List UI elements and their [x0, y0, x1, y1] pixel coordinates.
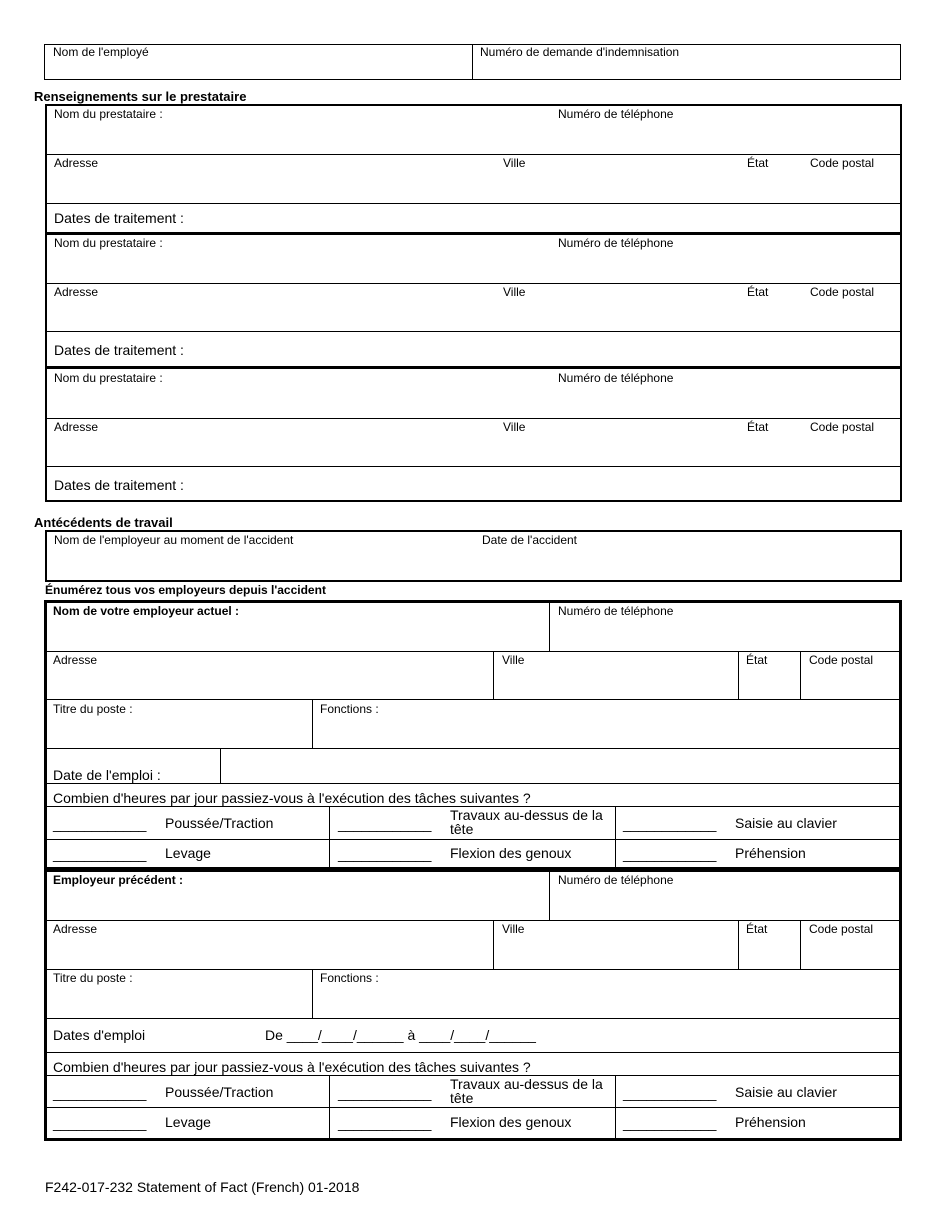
previous-hours-question: Combien d'heures par jour passiez-vous à l'exécution des tâches suivantes ?	[53, 1059, 531, 1075]
current-task-grasping: Préhension	[735, 845, 806, 861]
previous-task-grasping: Préhension	[735, 1114, 806, 1130]
previous-employment-dates-label: Dates d'emploi	[53, 1027, 146, 1043]
provider-1-postal-label: Code postal	[810, 156, 875, 170]
provider-1-state-label: État	[747, 156, 769, 170]
list-employers-label: Énumérez tous vos employeurs depuis l'accident	[45, 583, 326, 597]
work-history-title: Antécédents de travail	[34, 515, 173, 530]
current-blank-keyboard[interactable]: ____________	[623, 816, 717, 832]
current-duties-divider	[312, 699, 313, 748]
previous-line-4	[46, 1052, 900, 1053]
provider-3-phone-label: Numéro de téléphone	[558, 371, 674, 385]
provider-1-dates-label: Dates de traitement :	[54, 210, 184, 226]
previous-postal-label: Code postal	[809, 922, 874, 936]
employer-at-accident-label: Nom de l'employeur au moment de l'accident	[54, 533, 294, 547]
provider-3-line-a	[46, 418, 901, 419]
provider-3-state-label: État	[747, 420, 769, 434]
provider-1-address-label: Adresse	[54, 156, 99, 170]
current-city-divider	[493, 651, 494, 699]
form-id-footer: F242-017-232 Statement of Fact (French) 01-2018	[45, 1179, 360, 1195]
current-blank-overhead[interactable]: ____________	[338, 816, 432, 832]
previous-task-keyboard: Saisie au clavier	[735, 1084, 837, 1100]
current-city-label: Ville	[502, 653, 525, 667]
previous-employer-name-label: Employeur précédent :	[53, 873, 184, 887]
current-line-6	[46, 839, 900, 840]
previous-name-divider	[549, 872, 550, 920]
provider-3-postal-label: Code postal	[810, 420, 875, 434]
current-line-4	[46, 783, 900, 784]
provider-1-line-a	[46, 154, 901, 155]
current-employer-phone-label: Numéro de téléphone	[558, 604, 674, 618]
provider-1-phone-label: Numéro de téléphone	[558, 107, 674, 121]
previous-duties-divider	[312, 969, 313, 1018]
employee-name-label: Nom de l'employé	[53, 45, 149, 59]
current-employer-name-label: Nom de votre employeur actuel :	[53, 604, 240, 618]
current-postal-divider	[800, 651, 801, 699]
previous-task-overhead: Travaux au-dessus de la tête	[450, 1076, 603, 1106]
current-line-3	[46, 748, 900, 749]
previous-state-label: État	[746, 922, 768, 936]
current-task-divider-1	[329, 806, 330, 867]
provider-2-city-label: Ville	[503, 285, 526, 299]
previous-job-title-label: Titre du poste :	[53, 971, 133, 985]
previous-address-label: Adresse	[53, 922, 98, 936]
current-task-lifting: Levage	[165, 845, 211, 861]
claim-number-label: Numéro de demande d'indemnisation	[480, 45, 680, 59]
provider-2-separator	[46, 366, 901, 369]
current-job-title-label: Titre du poste :	[53, 702, 133, 716]
current-blank-lifting[interactable]: ____________	[53, 846, 147, 862]
previous-blank-lifting[interactable]: ____________	[53, 1115, 147, 1131]
current-hours-question: Combien d'heures par jour passiez-vous à l'exécution des tâches suivantes ?	[53, 790, 531, 806]
provider-2-dates-label: Dates de traitement :	[54, 342, 184, 358]
previous-task-pushpull: Poussée/Traction	[165, 1084, 274, 1100]
header-divider	[472, 44, 473, 80]
current-date-divider	[220, 748, 221, 783]
current-task-divider-2	[615, 806, 616, 867]
current-postal-label: Code postal	[809, 653, 874, 667]
previous-blank-grasping[interactable]: ____________	[623, 1115, 717, 1131]
current-task-kneeling: Flexion des genoux	[450, 845, 572, 861]
provider-1-name-label: Nom du prestataire :	[54, 107, 163, 121]
previous-duties-label: Fonctions :	[320, 971, 379, 985]
provider-1-city-label: Ville	[503, 156, 526, 170]
current-line-2	[46, 699, 900, 700]
previous-line-3	[46, 1018, 900, 1019]
provider-2-postal-label: Code postal	[810, 285, 875, 299]
previous-blank-keyboard[interactable]: ____________	[623, 1085, 717, 1101]
current-state-divider	[738, 651, 739, 699]
previous-city-divider	[493, 920, 494, 969]
provider-3-dates-label: Dates de traitement :	[54, 477, 184, 493]
previous-city-label: Ville	[502, 922, 525, 936]
previous-date-range[interactable]: De ____/____/______ à ____/____/______	[265, 1027, 536, 1043]
previous-postal-divider	[800, 920, 801, 969]
current-name-divider	[549, 602, 550, 651]
current-blank-pushpull[interactable]: ____________	[53, 816, 147, 832]
previous-blank-kneeling[interactable]: ____________	[338, 1115, 432, 1131]
previous-line-2	[46, 969, 900, 970]
provider-2-line-b	[46, 331, 901, 332]
provider-3-city-label: Ville	[503, 420, 526, 434]
provider-section-title: Renseignements sur le prestataire	[34, 89, 247, 104]
provider-2-address-label: Adresse	[54, 285, 99, 299]
current-task-pushpull: Poussée/Traction	[165, 815, 274, 831]
previous-task-lifting: Levage	[165, 1114, 211, 1130]
provider-2-line-a	[46, 283, 901, 284]
provider-1-separator	[46, 232, 901, 235]
previous-line-6	[46, 1107, 900, 1108]
provider-1-line-b	[46, 203, 901, 204]
provider-3-address-label: Adresse	[54, 420, 99, 434]
provider-section-box	[45, 104, 902, 502]
previous-employer-phone-label: Numéro de téléphone	[558, 873, 674, 887]
previous-blank-overhead[interactable]: ____________	[338, 1085, 432, 1101]
current-address-label: Adresse	[53, 653, 98, 667]
current-blank-grasping[interactable]: ____________	[623, 846, 717, 862]
current-line-1	[46, 651, 900, 652]
current-task-overhead: Travaux au-dessus de la tête	[450, 807, 603, 837]
current-employment-date-label: Date de l'emploi :	[53, 767, 161, 783]
current-blank-kneeling[interactable]: ____________	[338, 846, 432, 862]
current-state-label: État	[746, 653, 768, 667]
previous-blank-pushpull[interactable]: ____________	[53, 1085, 147, 1101]
provider-3-name-label: Nom du prestataire :	[54, 371, 163, 385]
provider-2-state-label: État	[747, 285, 769, 299]
provider-2-name-label: Nom du prestataire :	[54, 236, 163, 250]
previous-task-kneeling: Flexion des genoux	[450, 1114, 572, 1130]
provider-3-line-b	[46, 466, 901, 467]
provider-2-phone-label: Numéro de téléphone	[558, 236, 674, 250]
current-duties-label: Fonctions :	[320, 702, 379, 716]
previous-line-1	[46, 920, 900, 921]
accident-date-label: Date de l'accident	[482, 533, 578, 547]
current-task-keyboard: Saisie au clavier	[735, 815, 837, 831]
employers-separator	[46, 867, 900, 872]
previous-state-divider	[738, 920, 739, 969]
